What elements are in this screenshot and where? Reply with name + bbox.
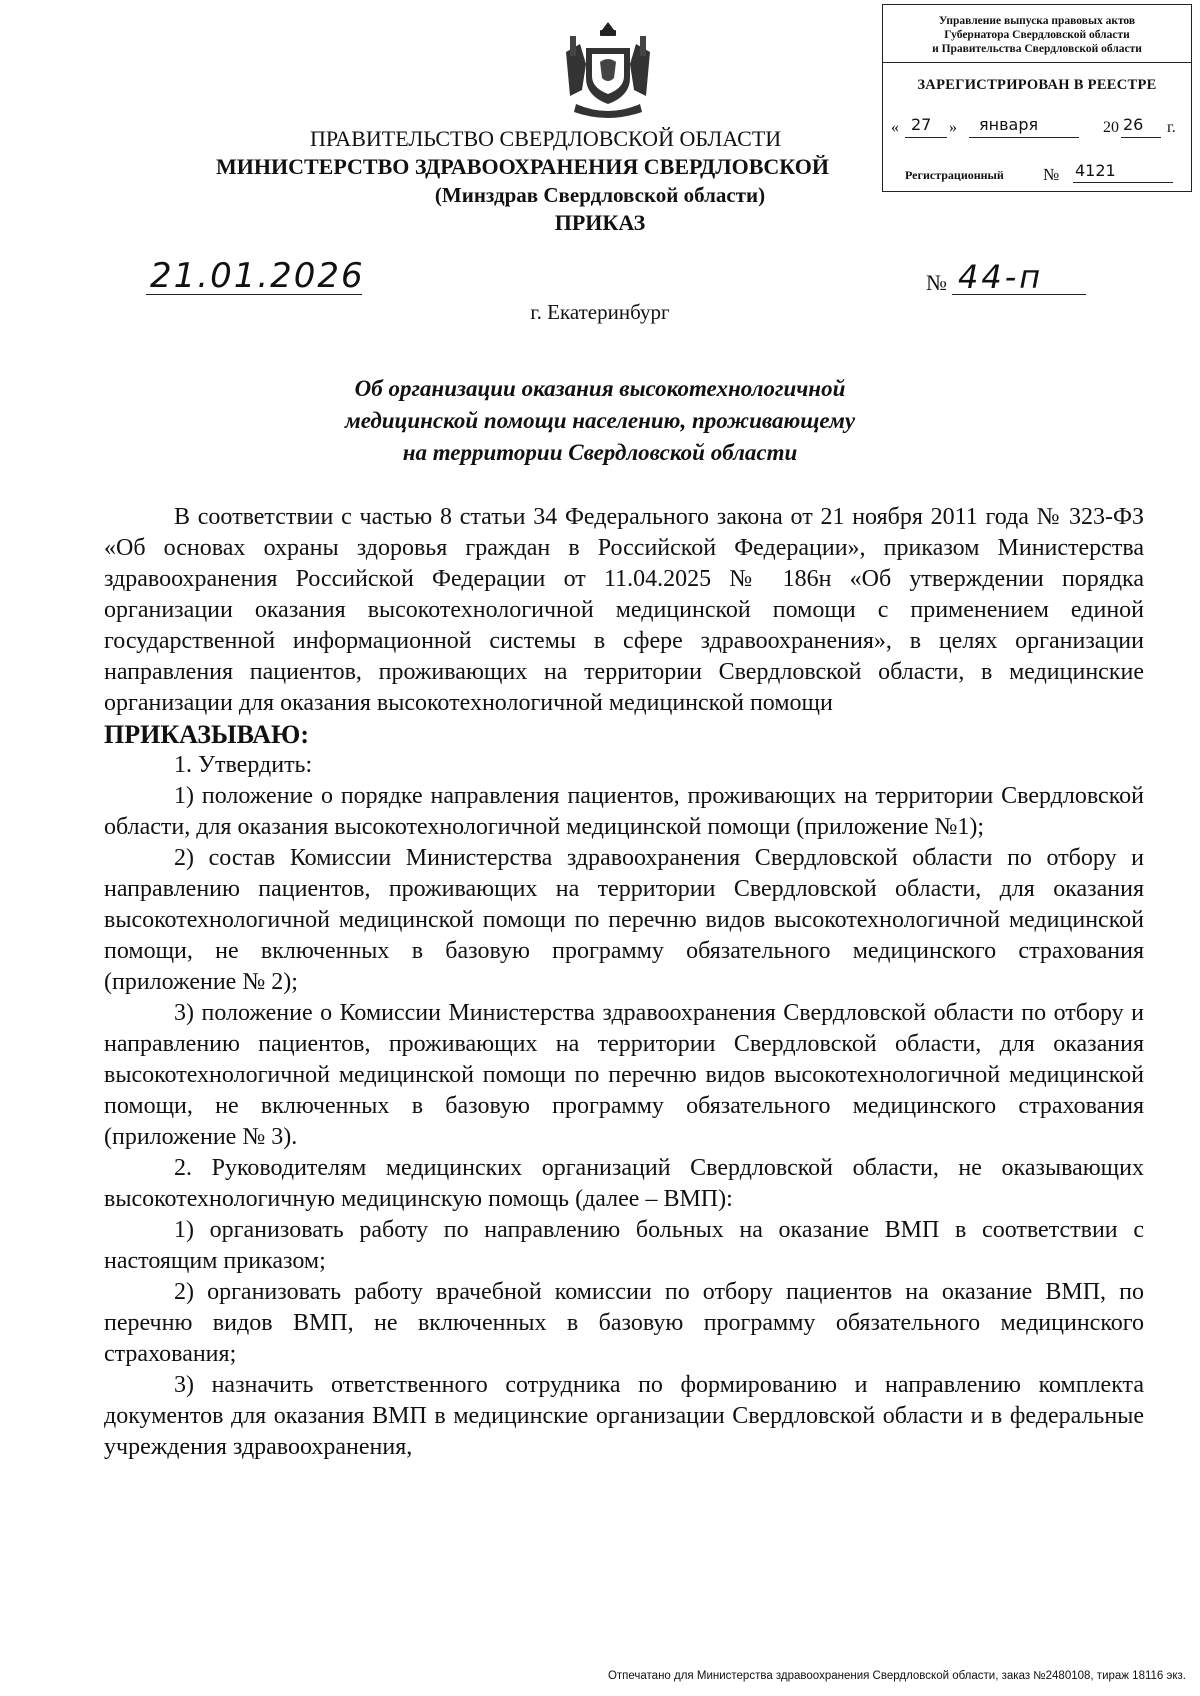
number-sign: № [926,270,947,295]
paragraph-2: 2. Руководителям медицинских организаций Свердловской области, не оказывающих высокотехнологичную медицинскую помощь (далее – ВМП): [104,1155,1144,1212]
paragraph-1: 1. Утвердить: [174,752,313,778]
preamble-paragraph: В соответствии с частью 8 статьи 34 Федерального закона от 21 ноября 2011 года № 323-ФЗ «Об основах охраны здоровья граждан в Российской Федерации», приказом Министерства здравоохранения Российской Федерации от 11.04.2025 № 186н «Об утверждении порядка организации оказания высокотехнологичной медицинской помощи с применением единой государственной информационной системы в сфере здравоохранения», в целях организации направления пациентов, проживающих на территории Свердловской области, в медицинские организации для оказания высокотехнологичной медицинской помощи [104,504,1144,716]
stamp-month: января [979,115,1039,134]
stamp-year-prefix: 20 [1103,119,1119,136]
print-footer: Отпечатано для Министерства здравоохранения Свердловской области, заказ №2480108, тираж 18116 экз. [607,1670,1186,1682]
document-type: ПРИКАЗ [554,210,646,235]
stamp-year-suffix: 26 [1123,115,1144,134]
paragraph-1-2: 2) состав Комиссии Министерства здравоохранения Свердловской области по отбору и направлению пациентов, проживающих на территории Свердловской области, для оказания высокотехнологичной медицинской помощи по перечню видов высокотехнологичной медицинской помощи, не включенных в базовую программу обязательного медицинского страхования (приложение № 2); [104,845,1144,995]
title-line: Об организации оказания высокотехнологичной [354,376,846,401]
stamp-registered-label: ЗАРЕГИСТРИРОВАН В РЕЕСТРЕ [917,77,1157,93]
stamp-header [883,5,1191,63]
city: г. Екатеринбург [530,300,670,324]
coat-of-arms-emblem [556,18,660,122]
stamp-year-unit: г. [1167,119,1176,136]
document-body [104,502,1144,1463]
number-underline [952,294,1086,295]
command-heading: ПРИКАЗЫВАЮ: [104,720,309,749]
stamp-day: 27 [911,115,932,134]
paragraph-2-2: 2) организовать работу врачебной комиссии по отбору пациентов на оказание ВМП, по перечню видов ВМП, не включенных в базовую программу обязательного медицинского страхования; [104,1279,1144,1367]
stamp-number: 4121 [1075,161,1116,180]
stamp-header-line: Управление выпуска правовых актов [938,15,1136,27]
paragraph-2-1: 1) организовать работу по направлению больных на оказание ВМП в соответствии с настоящим приказом; [104,1217,1144,1274]
ministry-name: МИНИСТЕРСТВО ЗДРАВООХРАНЕНИЯ СВЕРДЛОВСКОЙ [216,154,829,179]
government-name: ПРАВИТЕЛЬСТВО СВЕРДЛОВСКОЙ ОБЛАСТИ [310,126,782,151]
stamp-number-sign: № [1043,165,1060,184]
date-underline [146,294,362,295]
paragraph-2-3: 3) назначить ответственного сотрудника по формированию и направлению комплекта документов для оказания ВМП в медицинские организации Свердловской области и в федеральные учреждения здравоохранения, [104,1372,1144,1460]
stamp-header-line: и Правительства Свердловской области [932,43,1142,55]
stamp-number-label: Регистрационный [905,168,1004,182]
title-line: медицинской помощи населению, проживающему [344,408,856,433]
registration-stamp: Управление выпуска правовых актов Губернатора Свердловской области и Правительства Свердловской области ЗАРЕГИСТРИРОВАН В РЕЕСТРЕ « 27 » января 20 26 г. Регистрационный № 4121 [882,4,1192,192]
paragraph-1-3: 3) положение о Комиссии Министерства здравоохранения Свердловской области по отбору и направлению пациентов, проживающих на территории Свердловской области, для оказания высокотехнологичной медицинской помощи по перечню видов высокотехнологичной медицинской помощи, не включенных в базовую программу обязательного медицинского страхования (приложение № 3). [104,1000,1144,1150]
document-date: 21.01.2026 [150,256,365,296]
stamp-header-line: Губернатора Свердловской области [944,29,1130,41]
title-line: на территории Свердловской области [402,440,798,465]
ministry-short-name: (Минздрав Свердловской области) [434,183,766,207]
document-number: 44-п [958,258,1044,296]
paragraph-1-1: 1) положение о порядке направления пациентов, проживающих на территории Свердловской области, для оказания высокотехнологичной медицинской помощи (приложение №1); [104,783,1144,840]
document-title [150,373,1050,469]
